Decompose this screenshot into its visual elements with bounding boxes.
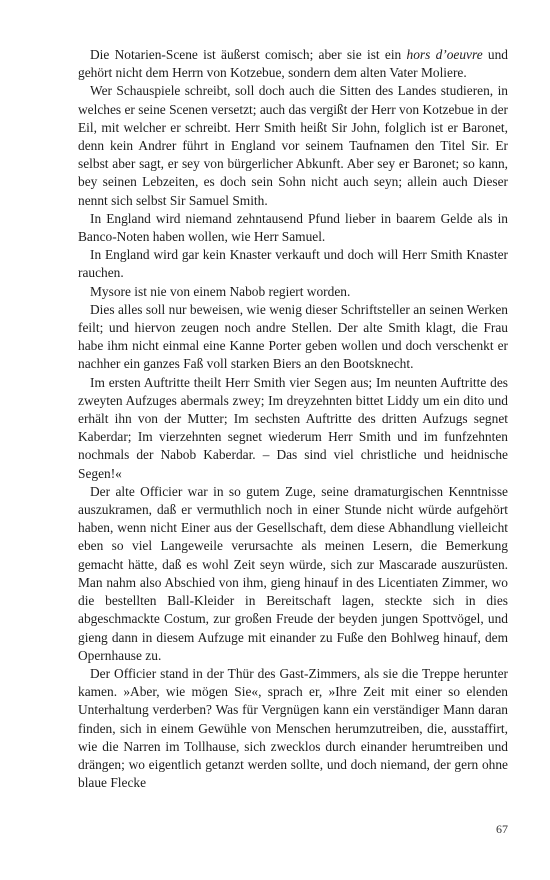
paragraph-text: und gehört nicht dem Herrn von Kotzebue, sondern dem alten Vater Moliere.: [78, 47, 508, 81]
paragraph: [78, 46, 508, 82]
page-number: 67: [496, 822, 508, 836]
paragraph: In England wird gar kein Knaster verkauft und doch will Herr Smith Knaster rauchen.: [78, 247, 508, 281]
paragraph: Der Officier stand in der Thür des Gast-Zimmers, als sie die Treppe herunter kamen. »Aber, wie mögen Sie«, sprach er, »Ihre Zeit mit einer so elenden Unterhaltung verderben? Was für Vergnügen kann ein verständiger Mann daran finden, sich in einem Gewühle von Menschen herumzutreiben, die, ausstaffirt, wie die Narren im Tollhause, sich zwecklos durch einander herumtreiben und drängen; wo eigentlich getanzt werden sollte, und doch niemand, der gern ohne blaue Flecke: [78, 665, 508, 791]
italic-phrase: hors d’oeuvre: [406, 47, 483, 62]
paragraph: Mysore ist nie von einem Nabob regiert worden.: [90, 283, 351, 299]
paragraph: Wer Schauspiele schreibt, soll doch auch die Sitten des Landes studieren, in welches er seine Scenen versetzt; auch das vergißt der Herr von Kotzebue in der Eil, mit welcher er schreibt. Herr Smith heißt Sir John, folglich ist er Baronet, denn kein Andrer führt in England vor seinem Taufnamen den Titel Sir. Er selbst aber sagt, er sey von bürgerlicher Abkunft. Aber sey er Baronet; so kann, bey seinen Lebzeiten, es doch sein Sohn nicht auch seyn; allein auch Dieser nennt sich selbst Sir Samuel Smith.: [78, 83, 508, 208]
book-page-text: [78, 46, 508, 792]
paragraph: Im ersten Auftritte theilt Herr Smith vier Segen aus; Im neunten Auftritte des zweyten Aufzuges abermals zwey; Im dreyzehnten bittet Liddy um ein dito und erhält ihn von der Mutter; Im sechsten Auftritte des dritten Aufzugs segnet Kaberdar; Im vierzehnten segnet wiederum Herr Smith und im funfzehnten nochmals der Nabob Kaberdar. – Das sind viel christliche und heidnische Segen!«: [78, 374, 508, 481]
paragraph: In England wird niemand zehntausend Pfund lieber in baarem Gelde als in Banco-Noten haben wollen, wie Herr Samuel.: [78, 210, 508, 245]
paragraph: Dies alles soll nur beweisen, wie wenig dieser Schriftsteller an seinen Werken feilt; und hiervon zeugen noch andre Stellen. Der alte Smith klagt, die Frau habe ihm nicht einmal eine Kanne Porter geben wollen und doch verschenkt er nachher ein ganzes Faß voll starken Biers an den Bootsknecht.: [78, 301, 508, 372]
paragraph: Der alte Officier war in so gutem Zuge, seine dramaturgischen Kenntnisse auszukramen, daß er vermuthlich noch in einer Stunde nicht würde aufgehört haben, wenn nicht Einer aus der Gesellschaft, dem diese Abhandlung vielleicht eben so viel Langeweile verursachte als meinen Lesern, die Bemerkung gemacht hätte, daß es wohl Zeit seyn würde, sich zur Mascarade auszurüsten. Man nahm also Abschied von ihm, gieng hinauf in des Licentiaten Zimmer, wo die bestellten Ball-Kleider in Bereitschaft lagen, steckte sich in dies abgeschmackte Costum, zur großen Freude der beyden jungen Spottvögel, und gieng dann in diesem Aufzuge mit einander zu Fuße den Bohlweg hinauf, dem Opernhause zu.: [78, 483, 508, 663]
paragraph-text: Die Notarien-Scene ist äußerst comisch; aber sie ist ein: [90, 47, 407, 62]
